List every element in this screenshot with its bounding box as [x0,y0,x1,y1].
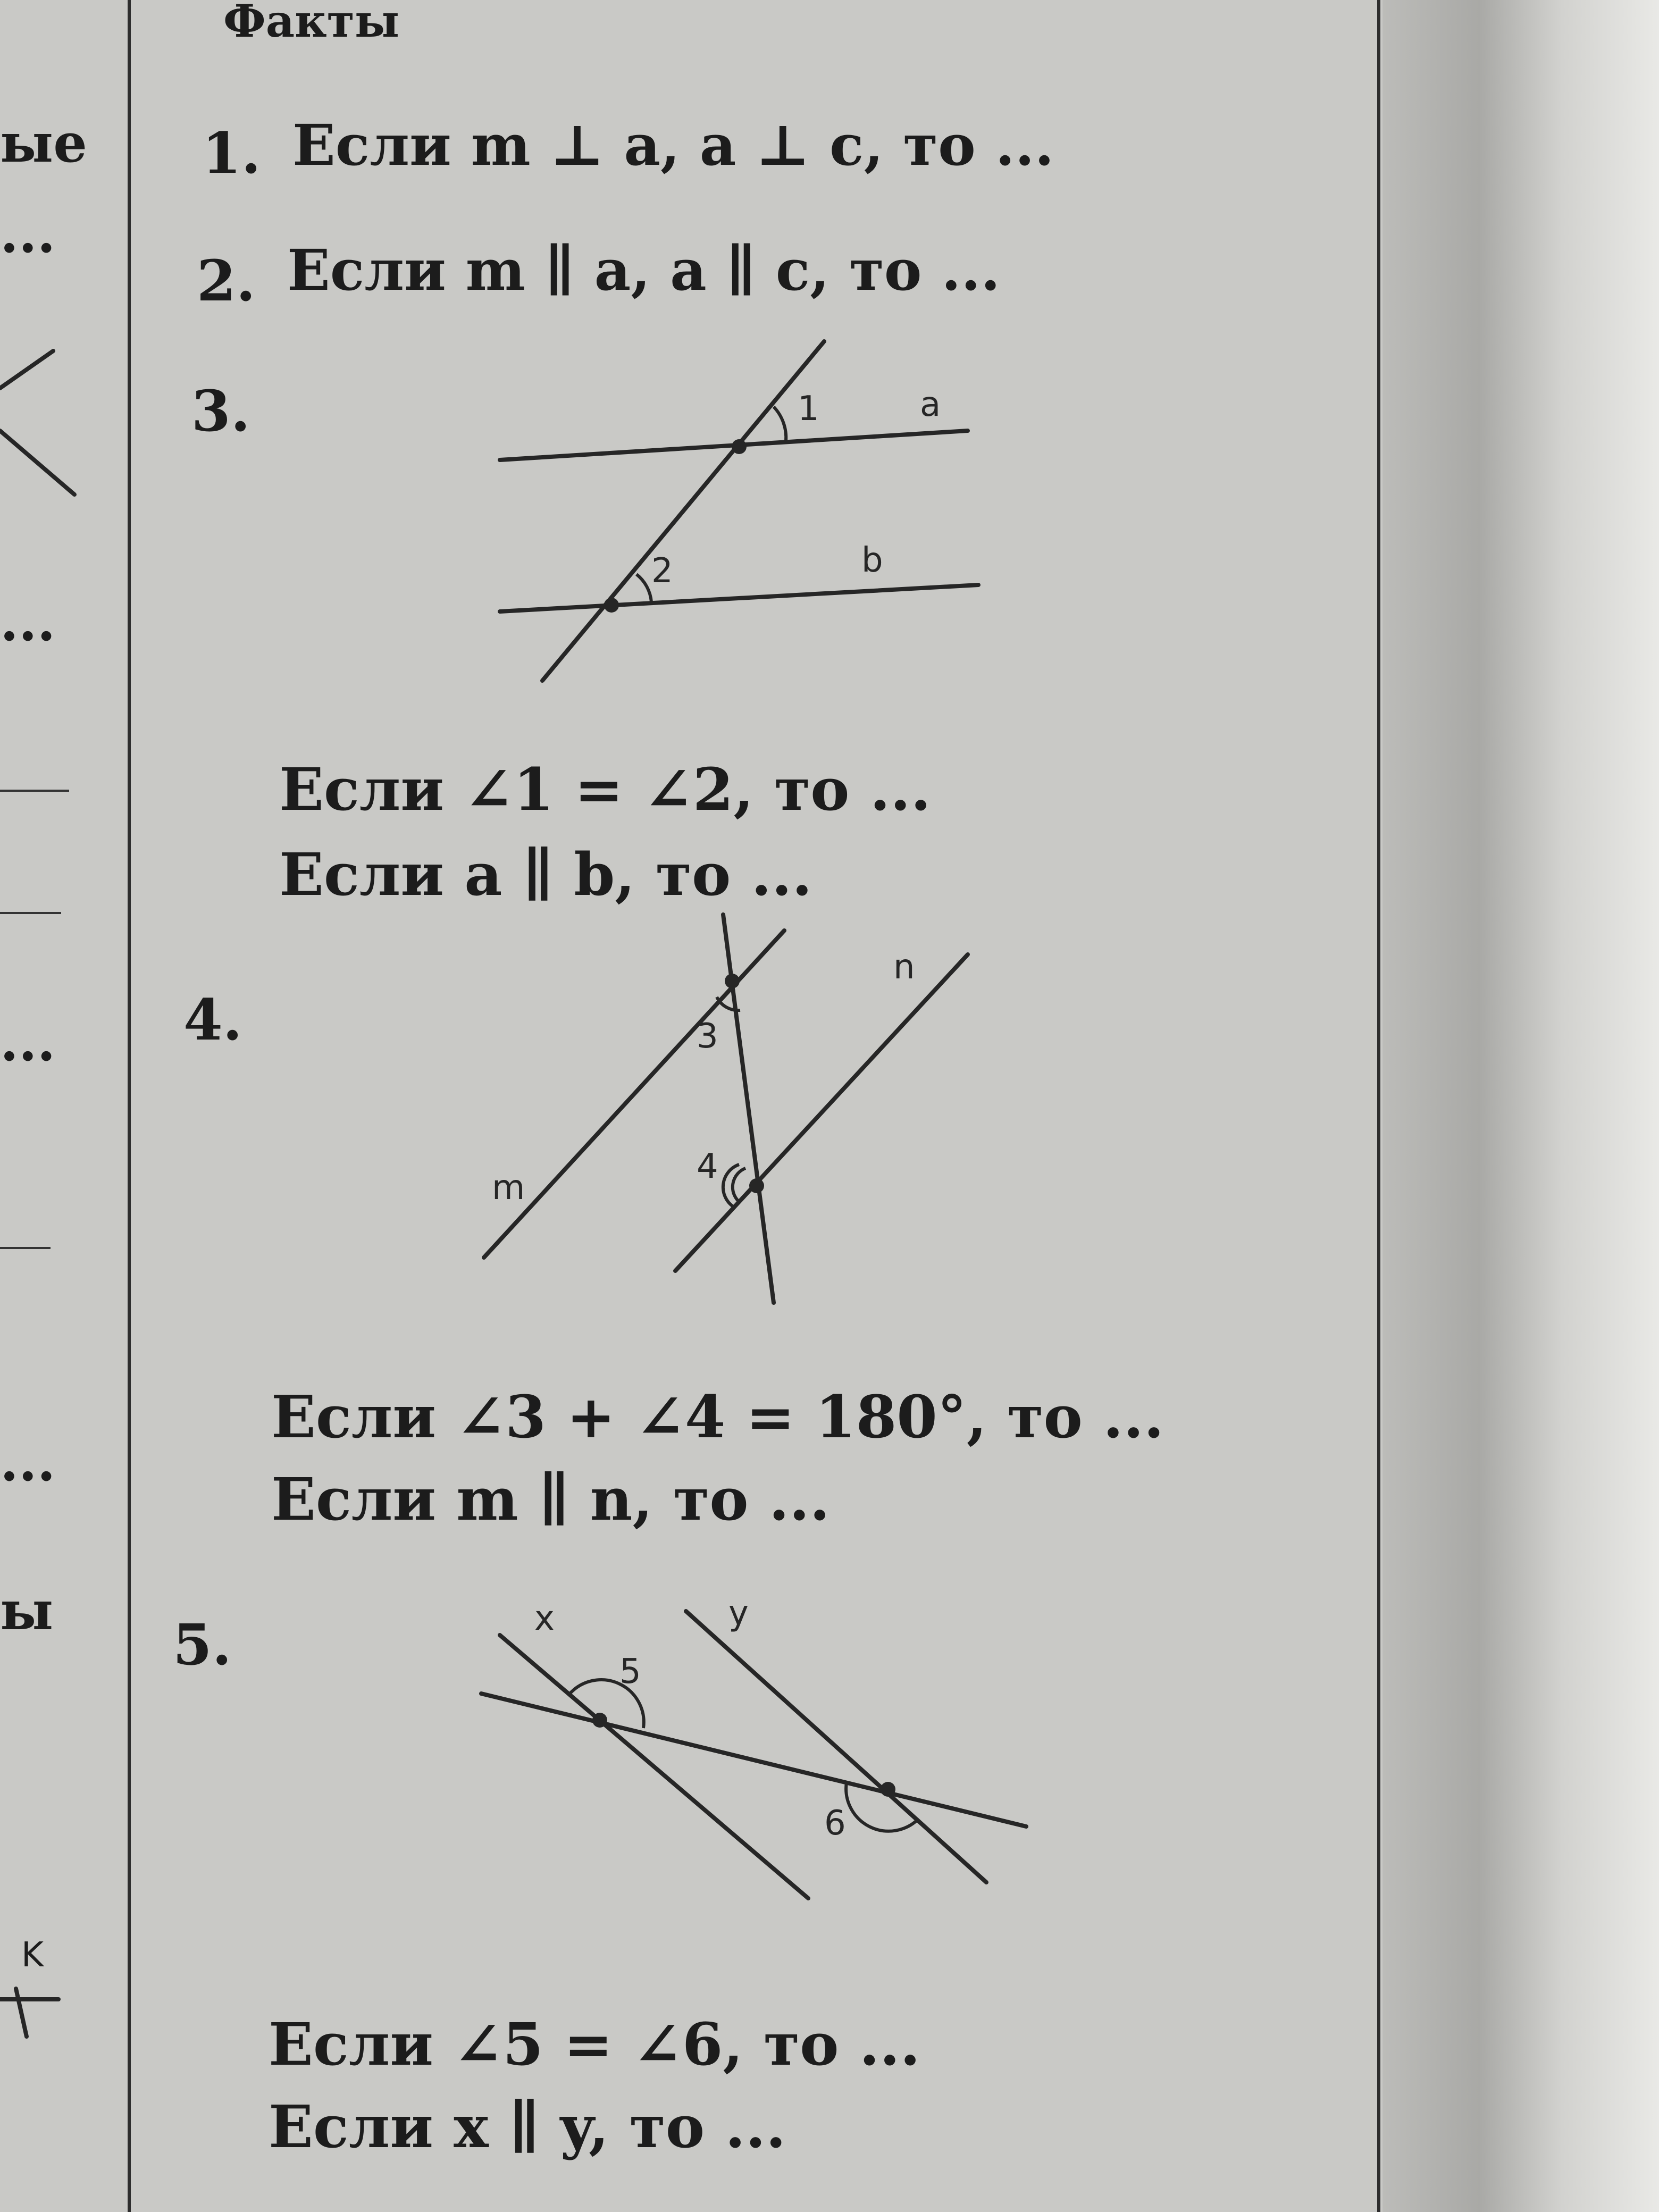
left-rule [0,1247,51,1249]
intersection-point [604,598,619,613]
fact-5-statement-1: Если ∠5 = ∠6, то ... [269,2010,920,2079]
fact-3-statement-1: Если ∠1 = ∠2, то ... [279,755,931,824]
left-rule [0,912,61,914]
left-rule [0,790,69,792]
angle-3-label: 3 [697,1017,718,1056]
angle-4-label: 4 [697,1147,718,1186]
intersection-point [732,439,747,454]
left-fragment: ... [0,1430,56,1493]
line-n-label: n [893,948,915,987]
line-m-label: m [492,1168,525,1208]
intersection-point [749,1178,764,1193]
line-b [500,585,978,611]
fact-1-text: Если m ⊥ a, a ⊥ c, то ... [292,112,1054,178]
fact-5-statement-2: Если x ∥ y, то ... [269,2092,786,2161]
left-fragment: ... [0,1010,56,1073]
line-b-label: b [861,541,883,580]
angle-2-label: 2 [651,551,673,591]
line-y-label: y [728,1594,749,1633]
left-fragment: ... [0,590,56,653]
fact-4-figure [468,904,1000,1319]
fact-3-statement-2: Если a ∥ b, то ... [279,840,812,909]
page-curl-shadow [1382,0,1659,2212]
angle-1-arc [774,407,786,441]
angle-2-arc [636,574,651,602]
fact-4-number: 4. [183,986,242,1053]
transversal [723,915,774,1303]
fact-5-number: 5. [173,1611,232,1678]
angle-6-label: 6 [824,1804,846,1843]
fact-4-statement-2: Если m ∥ n, то ... [271,1465,830,1534]
fact-5-figure [468,1585,1053,1930]
fact-2-number: 2. [197,247,256,314]
transversal [481,1694,1026,1826]
intersection-point [881,1782,895,1797]
intersection-point [592,1713,607,1728]
left-fragment: ы [0,1579,54,1642]
line-x-label: x [534,1599,555,1638]
fact-2-text: Если m ∥ a, a ∥ c, то ... [287,237,1001,303]
intersection-point [725,974,740,988]
line-a-label: a [920,385,941,424]
left-figure-fragment [0,1989,85,2052]
angle-5-label: 5 [619,1652,641,1691]
fact-4-statement-1: Если ∠3 + ∠4 = 180°, то ... [271,1382,1164,1451]
left-fragment: ые [0,112,87,174]
left-label-k: K [21,1936,44,1975]
transversal [542,341,824,681]
angle-1-label: 1 [798,389,819,429]
page-border [1377,0,1380,2212]
line-x [500,1635,808,1898]
left-figure-fragment [0,319,128,510]
column-divider [128,0,131,2212]
fact-3-number: 3. [191,378,250,444]
fact-3-figure [479,330,1010,713]
left-fragment: ... [0,202,56,265]
page-title: Факты [223,0,400,47]
fact-1-number: 1. [202,120,261,186]
